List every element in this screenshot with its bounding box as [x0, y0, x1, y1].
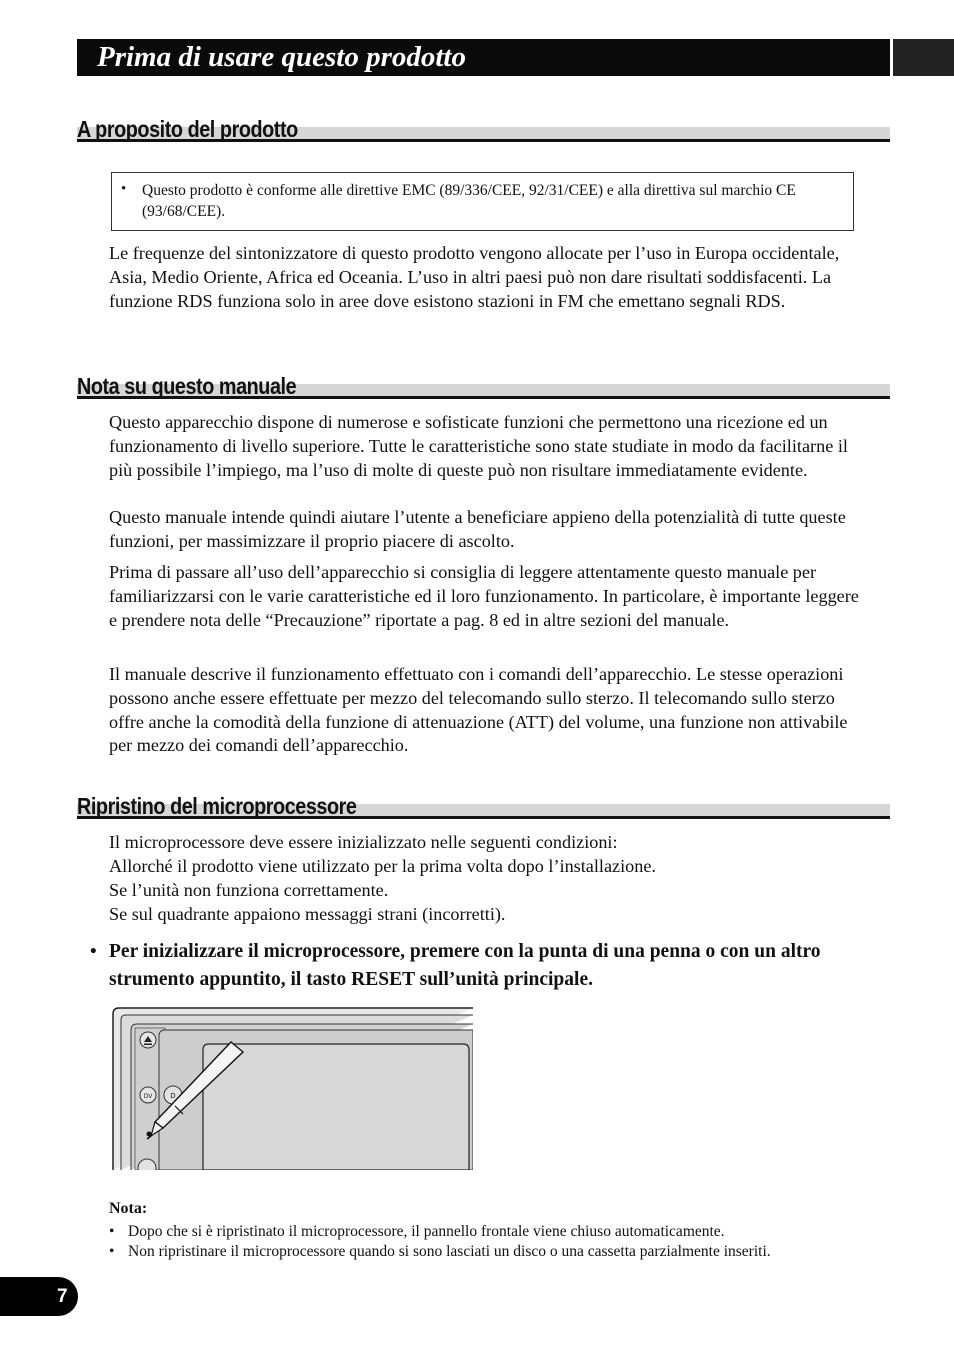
header-tab: [893, 39, 954, 76]
section-heading-label: A proposito del prodotto: [77, 116, 298, 142]
reset-illustration: [111, 1006, 473, 1170]
bullet: •: [121, 181, 127, 197]
bullet: •: [109, 1243, 115, 1260]
note-text: Non ripristinare il microprocessore quando si sono lasciati un disco o una cassetta parzialmente inseriti.: [128, 1243, 771, 1260]
reset-condition-intro: Il microprocessore deve essere inizializzato nelle seguenti condizioni:: [109, 832, 618, 852]
manual-paragraph-1: Questo apparecchio dispone di numerose e sofisticate funzioni che permettono una ricezione ed un funzionamento di livello superiore. Tutte le caratteristiche sono state studiate in modo da facilitarne il più possibile l’impiego, ma l’uso di molte di queste può non risultare immediatamente evidente.: [109, 412, 848, 480]
section-heading-reset: [77, 793, 890, 820]
manual-paragraph-2: Questo manuale intende quindi aiutare l’utente a beneficiare appieno della potenzialità di tutte queste funzioni, per massimizzare il proprio piacere di ascolto.: [109, 507, 846, 551]
compliance-note-box: [111, 172, 854, 231]
manual-paragraph-4: Il manuale descrive il funzionamento effettuato con i comandi dell’apparecchio. Le stesse operazioni possono anche essere effettuate per mezzo del telecomando sullo sterzo. Il telecomando sullo sterzo offre anche la comodità della funzione di attenuazione (ATT) del volume, una funzione non attivabile per mezzo dei comandi dell’apparecchio.: [109, 664, 848, 756]
section-heading-label: Ripristino del microprocessore: [77, 793, 357, 819]
page-header-banner: [77, 39, 890, 76]
section-heading-manual: [77, 373, 890, 400]
section-heading-label: Nota su questo manuale: [77, 373, 297, 399]
page-number: 7: [57, 1286, 68, 1307]
instruction-bullet: •: [90, 941, 97, 962]
tuner-frequency-paragraph: Le frequenze del sintonizzatore di questo prodotto vengono allocate per l’uso in Europa occidentale, Asia, Medio Oriente, Africa ed Oceania. L’uso in altri paesi può non dare risultati soddisfacenti. La funzione RDS funziona solo in aree dove esistono stazioni in FM che emettano segnali RDS.: [109, 243, 840, 311]
compliance-note-text: Questo prodotto è conforme alle direttive EMC (89/336/CEE, 92/31/CEE) e alla direttiva sul marchio CE (93/68/CEE).: [142, 182, 796, 220]
page-number-tab: [0, 1277, 78, 1316]
note-text: Dopo che si è ripristinato il microprocessore, il pannello frontale viene chiuso automaticamente.: [128, 1223, 725, 1240]
note-title: Nota:: [109, 1200, 148, 1217]
reset-instruction: Per inizializzare il microprocessore, premere con la punta di una penna o con un altro strumento appuntito, il tasto RESET sull’unità principale.: [109, 941, 821, 990]
button-label: DV: [143, 1093, 153, 1100]
page-title: Prima di usare questo prodotto: [97, 41, 466, 73]
button-label: D: [170, 1092, 176, 1100]
reset-condition-2: Se l’unità non funziona correttamente.: [109, 880, 389, 900]
reset-condition-1: Allorché il prodotto viene utilizzato per la prima volta dopo l’installazione.: [109, 856, 656, 876]
section-heading-product: [77, 116, 890, 143]
reset-condition-3: Se sul quadrante appaiono messaggi strani (incorretti).: [109, 904, 506, 924]
manual-paragraph-3: Prima di passare all’uso dell’apparecchio si consiglia di leggere attentamente questo manuale per familiarizzarsi con le varie caratteristiche ed il loro funzionamento. In particolare, è importante leggere e prendere nota delle “Precauzione” riportate a pag. 8 ed in altre sezioni del manuale.: [109, 562, 859, 630]
bullet: •: [109, 1223, 115, 1240]
